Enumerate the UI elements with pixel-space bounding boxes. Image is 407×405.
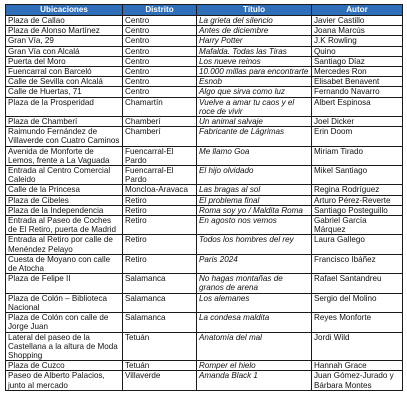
location-cell: Plaza de Felipe II bbox=[6, 274, 123, 293]
author-cell: Sergio del Molino bbox=[312, 293, 403, 312]
author-cell: Jordi Wild bbox=[312, 332, 403, 361]
table-row bbox=[6, 127, 403, 146]
location-cell: Fuencarral con Barceló bbox=[6, 67, 123, 77]
author-cell: Javier Castillo bbox=[312, 16, 403, 26]
author-cell: Santiago Posteguillo bbox=[312, 205, 403, 215]
author-cell: Quino bbox=[312, 46, 403, 56]
location-cell: Entrada al Centro Comercial Caleido bbox=[6, 166, 123, 185]
district-cell: Fuencarral-El Pardo bbox=[123, 146, 197, 165]
title-cell: El hijo olvidado bbox=[197, 166, 312, 185]
title-cell: Los alemanes bbox=[197, 293, 312, 312]
table-row bbox=[6, 87, 403, 97]
table-row bbox=[6, 166, 403, 185]
district-cell: Tetuán bbox=[123, 332, 197, 361]
location-cell: Raimundo Fernández de Villaverde con Cuatro Caminos bbox=[6, 127, 123, 146]
location-cell: Paseo de Alberto Palacios, junto al mercado bbox=[6, 371, 123, 390]
location-cell: Calle de Sevilla con Alcalá bbox=[6, 77, 123, 87]
table-row bbox=[6, 97, 403, 116]
title-cell: Romper el hielo bbox=[197, 361, 312, 371]
location-cell: Plaza de Chamberí bbox=[6, 117, 123, 127]
title-cell: El problema final bbox=[197, 195, 312, 205]
author-cell: Santiago Díaz bbox=[312, 56, 403, 66]
district-cell: Centro bbox=[123, 56, 197, 66]
author-cell: Joana Marcús bbox=[312, 26, 403, 36]
location-cell: Plaza de la Independencia bbox=[6, 205, 123, 215]
table-row bbox=[6, 56, 403, 66]
table-row bbox=[6, 146, 403, 165]
location-cell: Lateral del paseo de la Castellana a la altura de Moda Shopping bbox=[6, 332, 123, 361]
location-cell: Calle de Huertas, 71 bbox=[6, 87, 123, 97]
table-row bbox=[6, 313, 403, 332]
header-ubicaciones: Ubicaciones bbox=[6, 5, 123, 16]
district-cell: Retiro bbox=[123, 195, 197, 205]
table-row bbox=[6, 195, 403, 205]
district-cell: Centro bbox=[123, 36, 197, 46]
author-cell: Reyes Monforte bbox=[312, 313, 403, 332]
district-cell: Centro bbox=[123, 87, 197, 97]
district-cell: Fuencarral-El Pardo bbox=[123, 166, 197, 185]
location-cell: Entrada al Paseo de Coches de El Retiro, puerta de Madrid bbox=[6, 216, 123, 235]
district-cell: Retiro bbox=[123, 254, 197, 273]
table-row bbox=[6, 216, 403, 235]
title-cell: Anatomía del mal bbox=[197, 332, 312, 361]
title-cell: Amanda Black 1 bbox=[197, 371, 312, 390]
district-cell: Centro bbox=[123, 67, 197, 77]
table-row bbox=[6, 67, 403, 77]
district-cell: Chamberí bbox=[123, 127, 197, 146]
location-cell: Plaza de Callao bbox=[6, 16, 123, 26]
table-row bbox=[6, 332, 403, 361]
district-cell: Retiro bbox=[123, 235, 197, 254]
title-cell: Algo que sirva como luz bbox=[197, 87, 312, 97]
author-cell: Gabriel García Márquez bbox=[312, 216, 403, 235]
location-cell: Avenida de Monforte de Lemos, frente a La Vaguada bbox=[6, 146, 123, 165]
location-cell: Gran Vía, 29 bbox=[6, 36, 123, 46]
book-locations-table bbox=[5, 4, 403, 391]
table-row bbox=[6, 293, 403, 312]
table-row bbox=[6, 235, 403, 254]
author-cell: Erin Doom bbox=[312, 127, 403, 146]
table-row bbox=[6, 117, 403, 127]
district-cell: Centro bbox=[123, 77, 197, 87]
table-row bbox=[6, 26, 403, 36]
author-cell: Regina Rodríguez bbox=[312, 185, 403, 195]
author-cell: Rafael Santandreu bbox=[312, 274, 403, 293]
header-titulo: Título bbox=[197, 5, 312, 16]
district-cell: Retiro bbox=[123, 205, 197, 215]
table-row bbox=[6, 46, 403, 56]
location-cell: Plaza de Colón – Biblioteca Nacional bbox=[6, 293, 123, 312]
district-cell: Centro bbox=[123, 46, 197, 56]
location-cell: Plaza de Cuzco bbox=[6, 361, 123, 371]
location-cell: Gran Vía con Alcalá bbox=[6, 46, 123, 56]
author-cell: Joel Dicker bbox=[312, 117, 403, 127]
district-cell: Villaverde bbox=[123, 371, 197, 390]
author-cell: Elisabet Benavent bbox=[312, 77, 403, 87]
district-cell: Retiro bbox=[123, 216, 197, 235]
table-body bbox=[6, 16, 403, 391]
title-cell: Las bragas al sol bbox=[197, 185, 312, 195]
district-cell: Salamanca bbox=[123, 313, 197, 332]
table-row bbox=[6, 205, 403, 215]
title-cell: La grieta del silencio bbox=[197, 16, 312, 26]
title-cell: Los nueve reinos bbox=[197, 56, 312, 66]
location-cell: Plaza de Colón con calle de Jorge Juan bbox=[6, 313, 123, 332]
title-cell: No hagas montañas de granos de arena bbox=[197, 274, 312, 293]
table-row bbox=[6, 185, 403, 195]
author-cell: Fernando Navarro bbox=[312, 87, 403, 97]
author-cell: Miriam Tirado bbox=[312, 146, 403, 165]
title-cell: En agosto nos vemos bbox=[197, 216, 312, 235]
district-cell: Tetuán bbox=[123, 361, 197, 371]
author-cell: Hannah Grace bbox=[312, 361, 403, 371]
author-cell: Mercedes Ron bbox=[312, 67, 403, 77]
location-cell: Plaza de Alonso Martínez bbox=[6, 26, 123, 36]
title-cell: Me llamo Goa bbox=[197, 146, 312, 165]
district-cell: Centro bbox=[123, 26, 197, 36]
location-cell: Calle de la Princesa bbox=[6, 185, 123, 195]
district-cell: Salamanca bbox=[123, 274, 197, 293]
author-cell: Arturo Pérez-Reverte bbox=[312, 195, 403, 205]
table-row bbox=[6, 36, 403, 46]
author-cell: Laura Gallego bbox=[312, 235, 403, 254]
title-cell: Roma soy yo / Maldita Roma bbox=[197, 205, 312, 215]
title-cell: Un animal salvaje bbox=[197, 117, 312, 127]
title-cell: La condesa maldita bbox=[197, 313, 312, 332]
district-cell: Chamartín bbox=[123, 97, 197, 116]
district-cell: Centro bbox=[123, 16, 197, 26]
author-cell: Juan Gómez-Jurado y Bárbara Montes bbox=[312, 371, 403, 390]
table-row bbox=[6, 274, 403, 293]
district-cell: Chamberí bbox=[123, 117, 197, 127]
table-header-row bbox=[6, 5, 403, 16]
author-cell: Mikel Santiago bbox=[312, 166, 403, 185]
location-cell: Plaza de Cibeles bbox=[6, 195, 123, 205]
table-row bbox=[6, 16, 403, 26]
location-cell: Cuesta de Moyano con calle de Atocha bbox=[6, 254, 123, 273]
author-cell: J.K Rowling bbox=[312, 36, 403, 46]
table-row bbox=[6, 361, 403, 371]
location-cell: Entrada al Retiro por calle de Menéndez Pelayo bbox=[6, 235, 123, 254]
title-cell: Harry Potter bbox=[197, 36, 312, 46]
title-cell: Antes de diciembre bbox=[197, 26, 312, 36]
table-row bbox=[6, 254, 403, 273]
author-cell: Francisco Ibáñez bbox=[312, 254, 403, 273]
table-row bbox=[6, 77, 403, 87]
table-row bbox=[6, 371, 403, 390]
title-cell: Todos los hombres del rey bbox=[197, 235, 312, 254]
title-cell: 10.000 millas para encontrarte bbox=[197, 67, 312, 77]
title-cell: Fabricante de Lágrimas bbox=[197, 127, 312, 146]
header-autor: Autor bbox=[312, 5, 403, 16]
district-cell: Salamanca bbox=[123, 293, 197, 312]
author-cell: Albert Espinosa bbox=[312, 97, 403, 116]
title-cell: Mafalda. Todas las Tiras bbox=[197, 46, 312, 56]
title-cell: Esnob bbox=[197, 77, 312, 87]
location-cell: Plaza de la Prosperidad bbox=[6, 97, 123, 116]
district-cell: Moncloa-Aravaca bbox=[123, 185, 197, 195]
title-cell: Vuelve a amar tu caos y el roce de vivir bbox=[197, 97, 312, 116]
location-cell: Puerta del Moro bbox=[6, 56, 123, 66]
title-cell: Paris 2024 bbox=[197, 254, 312, 273]
header-distrito: Distrito bbox=[123, 5, 197, 16]
